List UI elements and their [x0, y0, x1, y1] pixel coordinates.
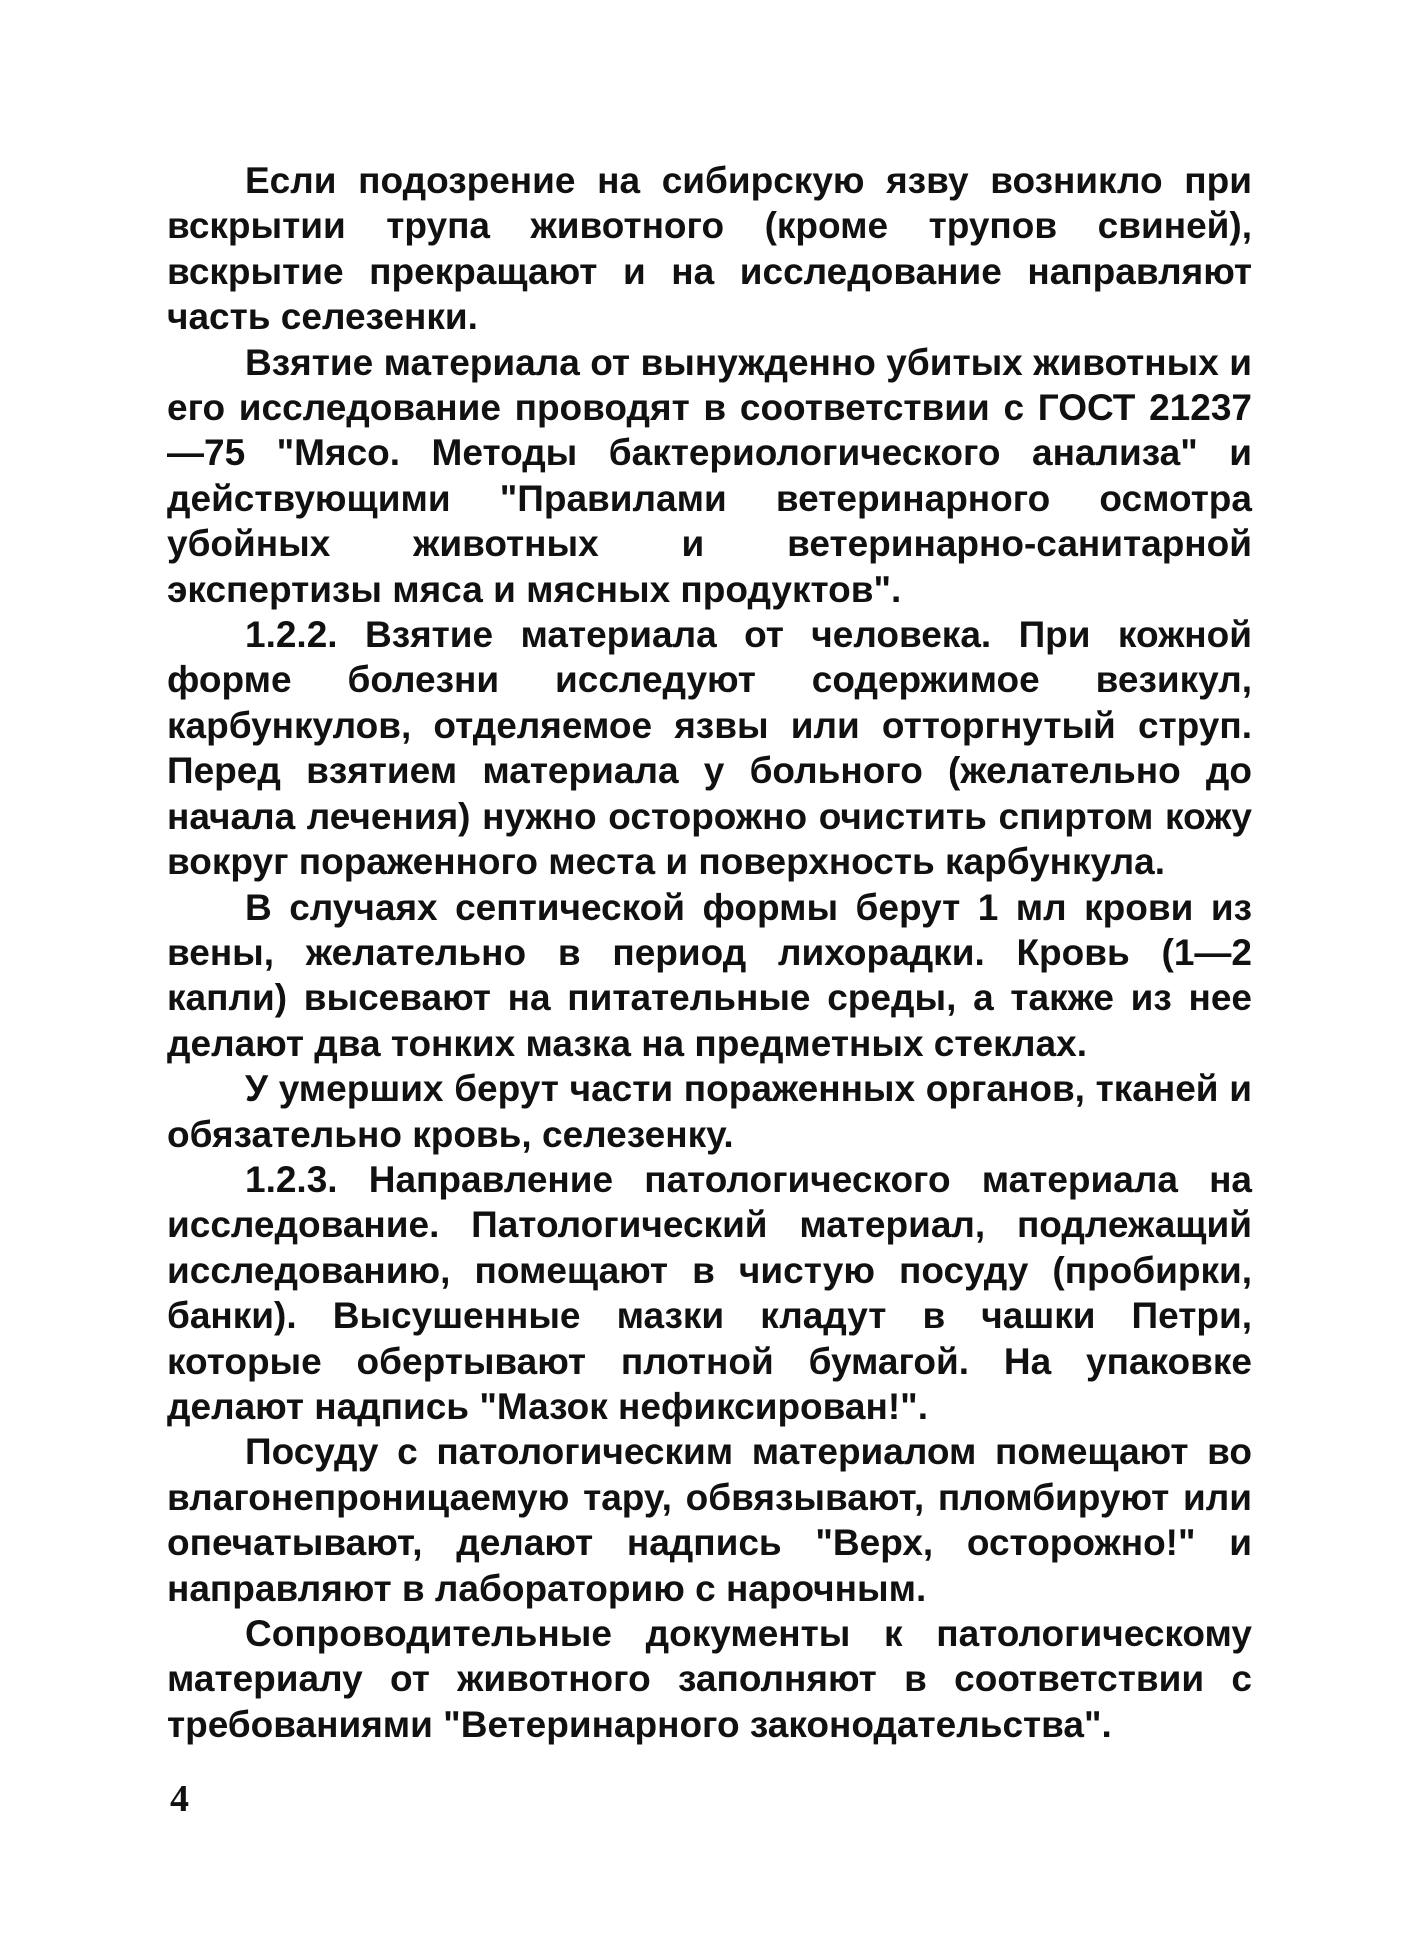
paragraph-anthrax-autopsy: Если подозрение на сибирскую язву возникло при вскрытии трупа животного (кроме трупов свиней), вскрытие прекращают и на исследование направляют часть селезенки.	[167, 160, 1252, 338]
paragraph-septic-form: В случаях септической формы берут 1 мл крови из вены, желательно в период лихорадки. Кровь (1—2 капли) высевают на питательные среды, а также из нее делают два тонких мазка на предметных стеклах.	[167, 886, 1252, 1064]
paragraph-sending-material: 1.2.3. Направление патологического материала на исследование. Патологический материал, подлежащий исследованию, помещают в чистую посуду (пробирки, банки). Высушенные мазки кладут в чашки Петри, которые обертывают плотной бумагой. На упаковке делают надпись "Мазок нефиксирован!".	[167, 1158, 1252, 1427]
paragraph-packaging: Посуду с патологическим материалом помещают во влагонепроницаемую тару, обвязывают, пломбируют или опечатывают, делают надпись "Верх, осторожно!" и направляют в лабораторию с нарочным.	[167, 1431, 1252, 1609]
document-body	[167, 158, 1252, 1747]
paragraph-deceased: У умерших берут части пораженных органов, тканей и обязательно кровь, селезенку.	[167, 1068, 1252, 1155]
paragraph-human-material: 1.2.2. Взятие материала от человека. При кожной форме болезни исследуют содержимое везикул, карбункулов, отделяемое язвы или отторгнутый струп. Перед взятием материала у больного (желательно до начала лечения) нужно осторожно очистить спиртом кожу вокруг пораженного места и поверхность карбункула.	[167, 614, 1252, 883]
page-number: 4	[170, 1778, 189, 1820]
paragraph-slaughtered-animals: Взятие материала от вынужденно убитых животных и его исследование проводят в соответствии с ГОСТ 21237—75 "Мясо. Методы бактериологического анализа" и действующими "Правилами ветеринарного осмотра убойных животных и ветеринарно-санитарной экспертизы мяса и мясных продуктов".	[167, 341, 1252, 610]
paragraph-accompanying-documents: Сопроводительные документы к патологическому материалу от животного заполняют в соответствии с требованиями "Ветеринарного законодательства".	[167, 1613, 1252, 1745]
